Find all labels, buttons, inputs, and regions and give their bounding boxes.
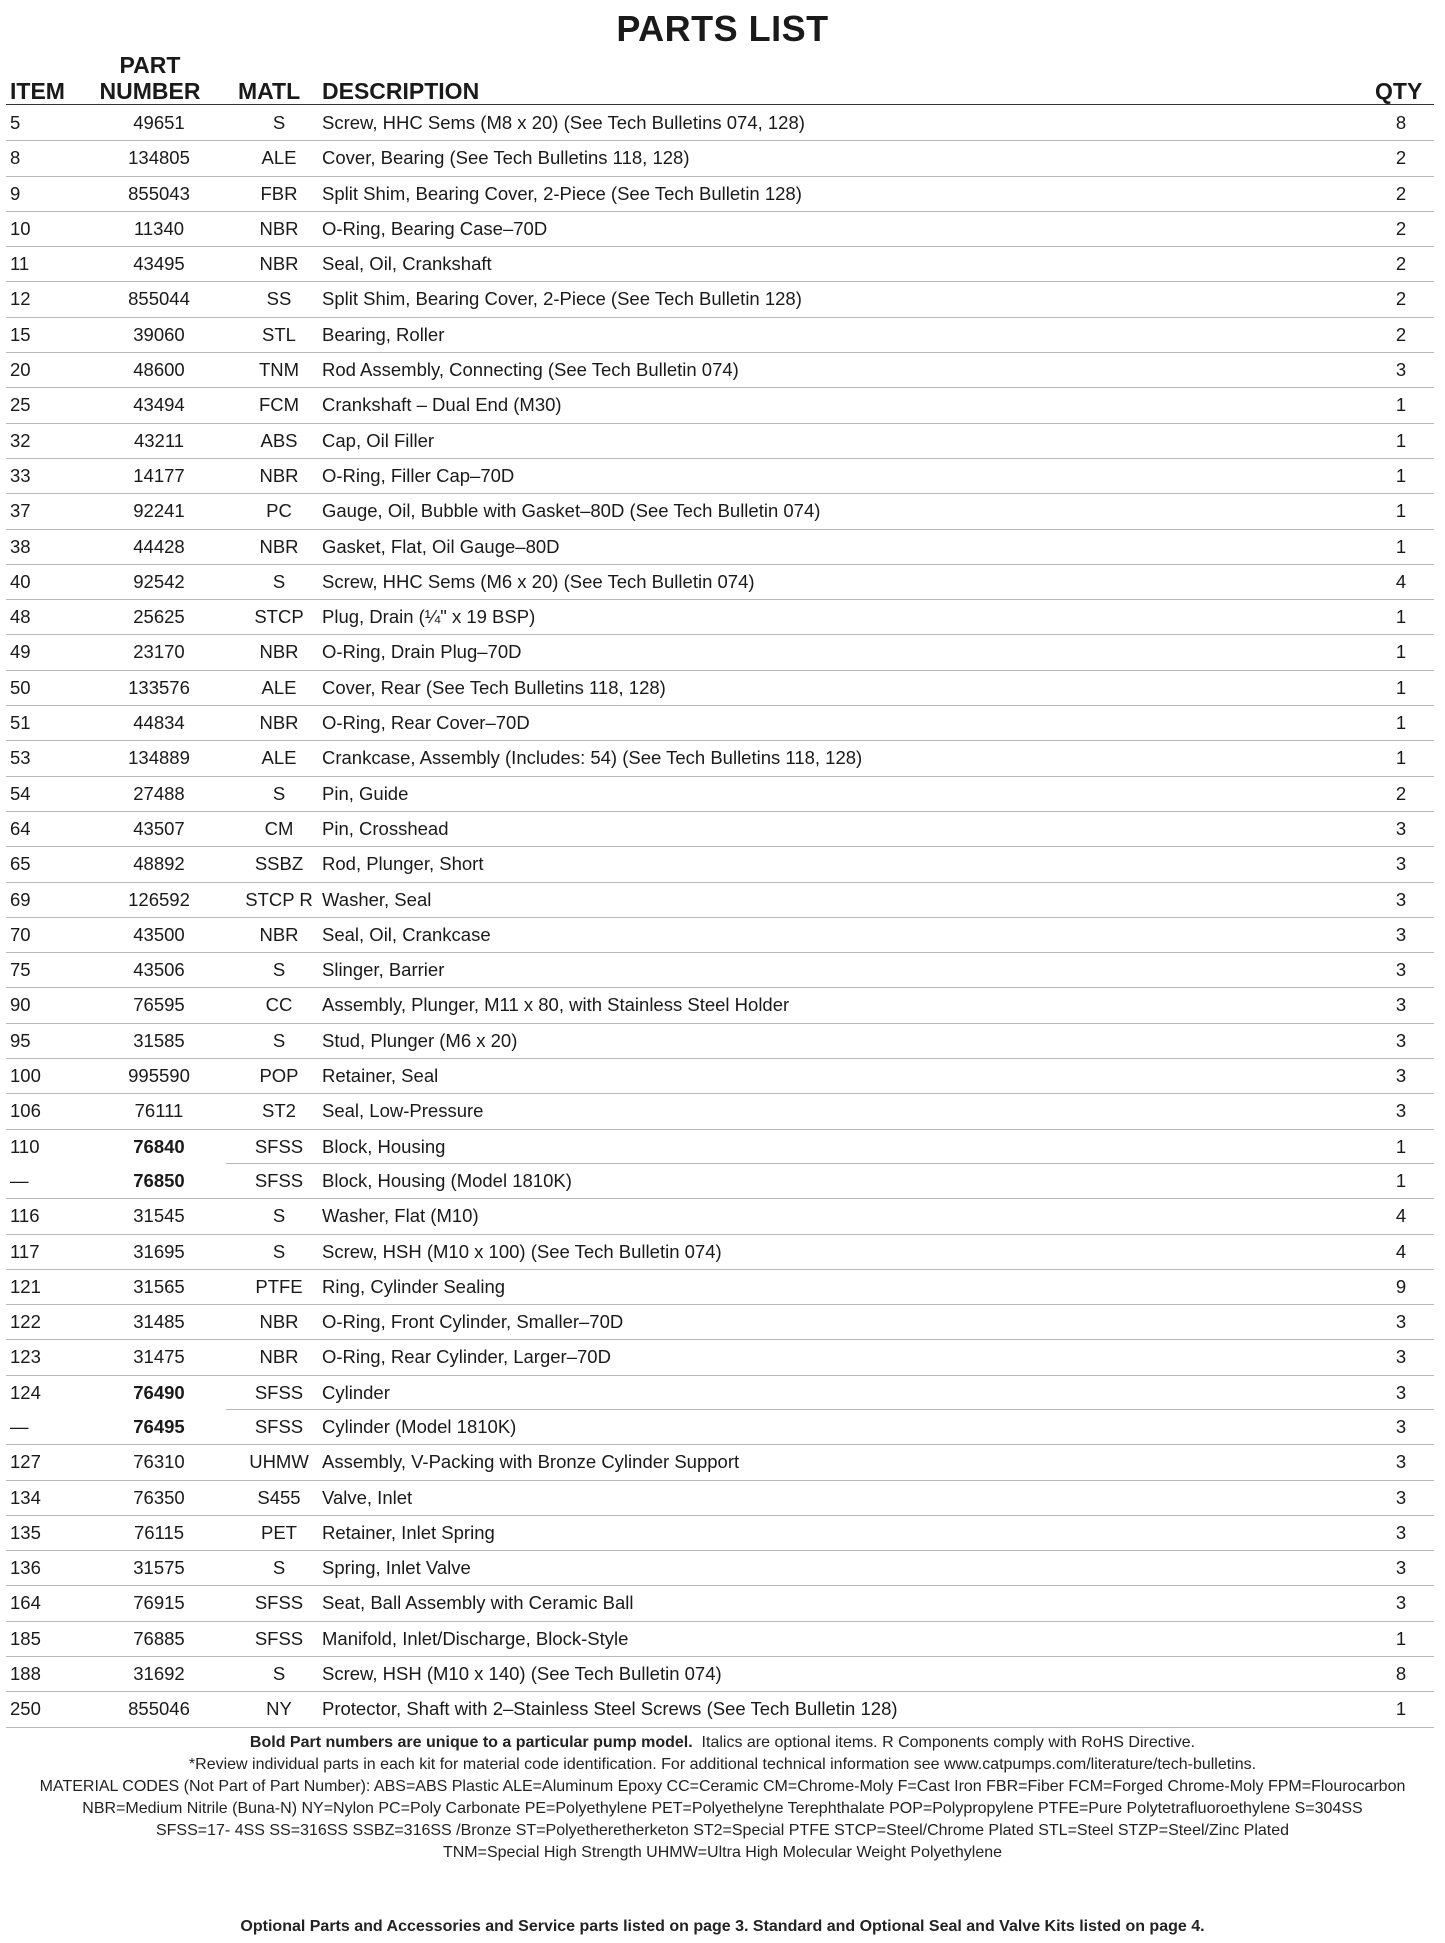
cell-description: Slinger, Barrier <box>322 959 445 981</box>
cell-qty: 3 <box>1395 1381 1407 1403</box>
cell-qty: 3 <box>1395 1346 1407 1368</box>
cell-matl: POP <box>259 1065 299 1087</box>
cell-qty: 3 <box>1395 359 1407 381</box>
cell-part-number: 31692 <box>133 1663 185 1685</box>
cell-qty: 3 <box>1395 1521 1407 1543</box>
header-description: DESCRIPTION <box>322 78 480 104</box>
cell-qty: 3 <box>1395 1029 1407 1051</box>
cell-qty: 1 <box>1395 1698 1407 1720</box>
table-row <box>6 353 1434 388</box>
table-row <box>6 282 1434 317</box>
cell-item: 53 <box>10 747 31 769</box>
cell-part-number: 76595 <box>133 994 185 1016</box>
cell-matl: S <box>272 959 286 981</box>
table-row <box>6 635 1434 670</box>
cell-item: 185 <box>10 1627 41 1649</box>
cell-part-number: 43211 <box>133 429 185 451</box>
cell-matl: S <box>272 782 286 804</box>
header-part-number <box>90 52 210 104</box>
cell-qty: 4 <box>1395 1240 1407 1262</box>
table-row <box>6 1445 1434 1480</box>
header-matl: MATL <box>238 78 301 104</box>
cell-description: Gasket, Flat, Oil Gauge–80D <box>322 535 560 557</box>
table-row <box>6 1199 1434 1234</box>
cell-item: 95 <box>10 1029 31 1051</box>
table-row <box>6 847 1434 882</box>
table-row <box>6 530 1434 565</box>
cell-item: 121 <box>10 1275 41 1297</box>
cell-item: 90 <box>10 994 31 1016</box>
cell-item: 64 <box>10 817 31 839</box>
cell-item: 136 <box>10 1557 41 1579</box>
cell-item: 49 <box>10 641 31 663</box>
cell-matl: SFSS <box>254 1135 304 1157</box>
cell-part-number: 11340 <box>133 217 185 239</box>
table-row <box>6 1657 1434 1692</box>
cell-matl: SS <box>266 288 292 310</box>
material-codes-line-2: NBR=Medium Nitrile (Buna-N) NY=Nylon PC=Poly Carbonate PE=Polyethylene PET=Polyethelyne Terephthalate POP=Polypropylene PTFE=Pure Polytetrafluoroethylene S=304SS <box>82 1800 1363 1817</box>
cell-item: 70 <box>10 923 31 945</box>
cell-item: 38 <box>10 535 31 557</box>
cell-matl: S <box>272 1029 286 1051</box>
cell-description: Seat, Ball Assembly with Ceramic Ball <box>322 1592 634 1614</box>
table-row <box>6 1305 1434 1340</box>
cell-part-number: 27488 <box>133 782 185 804</box>
cell-description: Washer, Seal <box>322 888 432 910</box>
cell-part-number: 92241 <box>133 500 185 522</box>
cell-part-number: 76115 <box>133 1521 185 1543</box>
cell-description: O-Ring, Front Cylinder, Smaller–70D <box>322 1311 624 1333</box>
cell-item: 116 <box>10 1205 40 1227</box>
table-row <box>6 1692 1434 1727</box>
cell-qty: 1 <box>1395 1135 1407 1157</box>
cell-part-number: 855046 <box>128 1698 190 1720</box>
cell-description: Seal, Oil, Crankshaft <box>322 253 492 275</box>
cell-description: Pin, Guide <box>322 782 409 804</box>
table-row <box>6 988 1434 1023</box>
cell-item: 127 <box>10 1451 41 1473</box>
cell-item: 51 <box>10 712 31 734</box>
table-row <box>6 953 1434 988</box>
cell-matl: SFSS <box>254 1381 304 1403</box>
cell-item: 25 <box>10 394 31 416</box>
cell-item: 122 <box>10 1311 41 1333</box>
cell-qty: 2 <box>1395 182 1407 204</box>
cell-matl: FCM <box>258 394 300 416</box>
cell-matl: SFSS <box>254 1627 304 1649</box>
cell-part-number: 43506 <box>133 959 185 981</box>
cell-description: O-Ring, Rear Cylinder, Larger–70D <box>322 1346 611 1368</box>
cell-description: Seal, Low-Pressure <box>322 1100 484 1122</box>
table-row <box>6 494 1434 529</box>
cell-qty: 3 <box>1395 1311 1407 1333</box>
cell-matl: S <box>272 1557 286 1579</box>
cell-part-number: 855043 <box>128 182 190 204</box>
cell-qty: 3 <box>1395 923 1407 945</box>
cell-item: — <box>10 1415 29 1437</box>
cell-part-number: 855044 <box>128 288 190 310</box>
cell-description: Ring, Cylinder Sealing <box>322 1275 506 1297</box>
cell-matl: NBR <box>259 253 299 275</box>
cell-part-number: 76840 <box>133 1135 185 1157</box>
table-row <box>6 1481 1434 1516</box>
cell-part-number: 76885 <box>133 1627 185 1649</box>
cell-description: Cap, Oil Filler <box>322 429 435 451</box>
cell-qty: 9 <box>1395 1275 1407 1297</box>
cell-description: O-Ring, Bearing Case–70D <box>322 217 548 239</box>
cell-matl: ALE <box>261 147 297 169</box>
cell-matl: FBR <box>260 182 298 204</box>
cell-qty: 1 <box>1395 712 1407 734</box>
table-row <box>6 671 1434 706</box>
cell-part-number: 76850 <box>133 1169 185 1191</box>
cell-description: Cover, Bearing (See Tech Bulletins 118, 128) <box>322 147 690 169</box>
cell-item: 124 <box>10 1381 41 1403</box>
cell-description: Cylinder <box>322 1381 390 1403</box>
cell-qty: 3 <box>1395 1100 1407 1122</box>
cell-description: Rod, Plunger, Short <box>322 853 484 875</box>
table-row <box>6 459 1434 494</box>
table-row <box>6 1340 1434 1375</box>
cell-description: Retainer, Seal <box>322 1065 439 1087</box>
cell-description: Retainer, Inlet Spring <box>322 1521 495 1543</box>
table-row <box>6 106 1434 141</box>
cell-qty: 3 <box>1395 853 1407 875</box>
cell-matl: CM <box>264 817 294 839</box>
cell-part-number: 25625 <box>133 606 185 628</box>
cell-qty: 4 <box>1395 570 1407 592</box>
cell-qty: 1 <box>1395 1169 1407 1191</box>
cell-matl: S <box>272 570 286 592</box>
cell-item: 40 <box>10 570 31 592</box>
cell-item: 8 <box>10 147 21 169</box>
cell-matl: SSBZ <box>254 853 304 875</box>
cell-item: 9 <box>10 182 21 204</box>
cell-description: Stud, Plunger (M6 x 20) <box>322 1029 518 1051</box>
cell-description: Assembly, Plunger, M11 x 80, with Stainless Steel Holder <box>322 994 790 1016</box>
cell-description: Pin, Crosshead <box>322 817 449 839</box>
header-divider <box>6 104 1434 105</box>
table-row <box>6 812 1434 847</box>
cell-description: Crankcase, Assembly (Includes: 54) (See Tech Bulletins 118, 128) <box>322 747 863 769</box>
cell-part-number: 76310 <box>133 1451 185 1473</box>
cell-item: 12 <box>10 288 31 310</box>
cell-item: 33 <box>10 464 31 486</box>
table-row <box>6 741 1434 776</box>
table-row <box>6 1130 1434 1164</box>
table-row <box>6 212 1434 247</box>
cell-item: 106 <box>10 1100 41 1122</box>
cell-matl: STCP R <box>245 888 313 910</box>
cell-part-number: 76495 <box>133 1415 185 1437</box>
table-row <box>6 388 1434 423</box>
cell-description: Assembly, V-Packing with Bronze Cylinder Support <box>322 1451 740 1473</box>
cell-qty: 1 <box>1395 641 1407 663</box>
cell-description: O-Ring, Drain Plug–70D <box>322 641 522 663</box>
cell-qty: 2 <box>1395 782 1407 804</box>
cell-description: O-Ring, Filler Cap–70D <box>322 464 515 486</box>
table-row <box>6 177 1434 212</box>
table-row <box>6 777 1434 812</box>
material-codes-line-3: SFSS=17- 4SS SS=316SS SSBZ=316SS /Bronze ST=Polyetheretherketon ST2=Special PTFE STCP=Steel/Chrome Plated STL=Steel STZP=Steel/Zinc Plated <box>155 1822 1290 1839</box>
cell-matl: ST2 <box>262 1100 296 1122</box>
cell-description: Block, Housing <box>322 1135 446 1157</box>
table-row <box>6 1164 1434 1199</box>
notes-line-2: *Review individual parts in each kit for material code identification. For additional technical information see www.catpumps.com/literature/tech-bulletins. <box>188 1756 1257 1773</box>
cell-item: 117 <box>10 1240 40 1262</box>
cell-description: Plug, Drain (¼" x 19 BSP) <box>322 606 536 628</box>
table-row <box>6 318 1434 353</box>
cell-matl: STCP <box>254 606 304 628</box>
cell-qty: 3 <box>1395 1486 1407 1508</box>
cell-item: 110 <box>10 1135 40 1157</box>
header-part-line1: PART <box>119 52 181 78</box>
cell-description: Valve, Inlet <box>322 1486 413 1508</box>
cell-qty: 1 <box>1395 464 1407 486</box>
cell-description: Screw, HHC Sems (M6 x 20) (See Tech Bulletin 074) <box>322 570 755 592</box>
cell-item: 48 <box>10 606 31 628</box>
cell-item: — <box>10 1169 29 1191</box>
cell-matl: NBR <box>259 641 299 663</box>
cell-item: 65 <box>10 853 31 875</box>
cell-item: 123 <box>10 1346 41 1368</box>
cell-matl: STL <box>262 323 296 345</box>
cell-matl: SFSS <box>254 1415 304 1437</box>
cell-matl: S <box>272 112 286 133</box>
cell-qty: 3 <box>1395 817 1407 839</box>
cell-qty: 1 <box>1395 535 1407 557</box>
cell-qty: 1 <box>1395 429 1407 451</box>
cell-part-number: 43495 <box>133 253 185 275</box>
footer-note: Optional Parts and Accessories and Service parts listed on page 3. Standard and Optional Seal and Valve Kits listed on page 4. <box>240 1918 1205 1935</box>
material-codes-line-4: TNM=Special High Strength UHMW=Ultra High Molecular Weight Polyethylene <box>442 1844 1003 1861</box>
cell-matl: S <box>272 1663 286 1685</box>
cell-qty: 2 <box>1395 147 1407 169</box>
cell-qty: 1 <box>1395 747 1407 769</box>
cell-part-number: 31575 <box>133 1557 185 1579</box>
table-row <box>6 247 1434 282</box>
cell-part-number: 31585 <box>133 1029 185 1051</box>
cell-description: Block, Housing (Model 1810K) <box>322 1169 572 1191</box>
cell-description: Cylinder (Model 1810K) <box>322 1415 517 1437</box>
table-row <box>6 1622 1434 1657</box>
cell-part-number: 31545 <box>133 1205 185 1227</box>
table-row <box>6 1270 1434 1305</box>
cell-part-number: 31475 <box>133 1346 185 1368</box>
cell-part-number: 126592 <box>128 888 190 910</box>
cell-qty: 1 <box>1395 394 1407 416</box>
cell-item: 135 <box>10 1521 41 1543</box>
header-qty: QTY <box>1375 78 1423 104</box>
cell-item: 100 <box>10 1065 41 1087</box>
header-item: ITEM <box>10 78 65 104</box>
cell-part-number: 48892 <box>133 853 185 875</box>
cell-description: Washer, Flat (M10) <box>322 1205 479 1227</box>
table-row <box>6 424 1434 459</box>
cell-description: Cover, Rear (See Tech Bulletins 118, 128) <box>322 676 666 698</box>
cell-part-number: 23170 <box>133 641 185 663</box>
cell-part-number: 39060 <box>133 323 185 345</box>
bold-note: Bold Part numbers are unique to a particular pump model. <box>249 1734 693 1751</box>
cell-part-number: 44428 <box>133 535 185 557</box>
cell-part-number: 133576 <box>128 676 190 698</box>
cell-part-number: 76350 <box>133 1486 185 1508</box>
cell-matl: TNM <box>258 359 300 381</box>
cell-matl: NBR <box>259 217 299 239</box>
cell-description: Manifold, Inlet/Discharge, Block-Style <box>322 1627 629 1649</box>
cell-matl: NBR <box>259 1311 299 1333</box>
cell-qty: 8 <box>1395 1663 1407 1685</box>
cell-part-number: 995590 <box>128 1065 190 1087</box>
table-row <box>6 1586 1434 1621</box>
cell-qty: 4 <box>1395 1205 1407 1227</box>
cell-item: 15 <box>10 323 31 345</box>
table-row <box>6 1094 1434 1129</box>
cell-qty: 3 <box>1395 994 1407 1016</box>
cell-qty: 3 <box>1395 959 1407 981</box>
cell-matl: ABS <box>260 429 298 451</box>
cell-matl: SFSS <box>254 1169 304 1191</box>
cell-description: Gauge, Oil, Bubble with Gasket–80D (See Tech Bulletin 074) <box>322 500 821 522</box>
cell-item: 50 <box>10 676 31 698</box>
cell-item: 69 <box>10 888 31 910</box>
cell-description: Screw, HHC Sems (M8 x 20) (See Tech Bulletins 074, 128) <box>322 112 805 133</box>
cell-matl: NBR <box>259 712 299 734</box>
cell-matl: ALE <box>261 676 297 698</box>
cell-qty: 1 <box>1395 606 1407 628</box>
cell-description: Screw, HSH (M10 x 100) (See Tech Bulletin 074) <box>322 1240 722 1262</box>
cell-part-number: 44834 <box>133 712 185 734</box>
table-row <box>6 706 1434 741</box>
cell-matl: ALE <box>261 747 297 769</box>
cell-qty: 3 <box>1395 888 1407 910</box>
cell-matl: SFSS <box>254 1592 304 1614</box>
parts-table <box>6 106 1434 1728</box>
cell-description: Split Shim, Bearing Cover, 2-Piece (See Tech Bulletin 128) <box>322 182 802 204</box>
cell-item: 134 <box>10 1486 41 1508</box>
cell-item: 20 <box>10 359 31 381</box>
cell-description: Rod Assembly, Connecting (See Tech Bulletin 074) <box>322 359 739 381</box>
table-row <box>6 1551 1434 1586</box>
cell-part-number: 92542 <box>133 570 185 592</box>
cell-qty: 3 <box>1395 1415 1407 1437</box>
cell-description: Bearing, Roller <box>322 323 445 345</box>
cell-item: 54 <box>10 782 31 804</box>
cell-qty: 3 <box>1395 1592 1407 1614</box>
cell-part-number: 76490 <box>133 1381 185 1403</box>
cell-qty: 1 <box>1395 676 1407 698</box>
cell-qty: 2 <box>1395 323 1407 345</box>
page-title: PARTS LIST <box>616 8 829 49</box>
table-row <box>6 141 1434 176</box>
cell-description: Seal, Oil, Crankcase <box>322 923 491 945</box>
cell-matl: NBR <box>259 923 299 945</box>
table-row <box>6 918 1434 953</box>
cell-qty: 3 <box>1395 1065 1407 1087</box>
table-row <box>6 1410 1434 1445</box>
table-row <box>6 1376 1434 1410</box>
cell-description: Screw, HSH (M10 x 140) (See Tech Bulletin 074) <box>322 1663 722 1685</box>
cell-part-number: 76915 <box>133 1592 185 1614</box>
cell-qty: 2 <box>1395 288 1407 310</box>
cell-description: Crankshaft – Dual End (M30) <box>322 394 562 416</box>
table-row <box>6 883 1434 918</box>
notes-line-1 <box>0 1732 1445 1754</box>
notes <box>0 1732 1445 1864</box>
cell-description: Split Shim, Bearing Cover, 2-Piece (See Tech Bulletin 128) <box>322 288 802 310</box>
cell-description: Protector, Shaft with 2–Stainless Steel Screws (See Tech Bulletin 128) <box>322 1698 898 1720</box>
table-row <box>6 1059 1434 1094</box>
cell-description: O-Ring, Rear Cover–70D <box>322 712 530 734</box>
cell-matl: UHMW <box>249 1451 309 1473</box>
table-row <box>6 1516 1434 1551</box>
cell-part-number: 134805 <box>128 147 190 169</box>
cell-item: 250 <box>10 1698 41 1720</box>
table-row <box>6 600 1434 635</box>
cell-matl: S455 <box>257 1486 301 1508</box>
cell-item: 75 <box>10 959 31 981</box>
cell-qty: 8 <box>1395 112 1407 133</box>
cell-part-number: 48600 <box>133 359 185 381</box>
cell-item: 11 <box>10 253 30 275</box>
cell-part-number: 76111 <box>134 1100 184 1122</box>
cell-part-number: 31565 <box>133 1275 185 1297</box>
cell-qty: 1 <box>1395 500 1407 522</box>
cell-matl: CC <box>265 994 293 1016</box>
cell-part-number: 14177 <box>133 464 185 486</box>
cell-qty: 3 <box>1395 1557 1407 1579</box>
cell-matl: NBR <box>259 535 299 557</box>
cell-qty: 1 <box>1395 1627 1407 1649</box>
cell-part-number: 43507 <box>133 817 185 839</box>
cell-part-number: 43494 <box>133 394 185 416</box>
cell-matl: S <box>272 1205 286 1227</box>
cell-qty: 2 <box>1395 253 1407 275</box>
cell-item: 164 <box>10 1592 41 1614</box>
cell-matl: PC <box>266 500 292 522</box>
cell-matl: PTFE <box>255 1275 303 1297</box>
header-part-line2: NUMBER <box>99 78 201 104</box>
cell-description: Spring, Inlet Valve <box>322 1557 471 1579</box>
cell-item: 5 <box>10 112 21 133</box>
table-row <box>6 1235 1434 1270</box>
cell-matl: S <box>272 1240 286 1262</box>
cell-item: 37 <box>10 500 31 522</box>
table-row <box>6 1024 1434 1059</box>
cell-matl: NBR <box>259 1346 299 1368</box>
cell-matl: NBR <box>259 464 299 486</box>
notes-line-1-rest: Italics are optional items. R Components comply with RoHS Directive. <box>701 1734 1196 1751</box>
cell-part-number: 49651 <box>133 112 185 133</box>
cell-matl: NY <box>266 1698 292 1720</box>
cell-part-number: 31695 <box>133 1240 185 1262</box>
table-row <box>6 565 1434 600</box>
material-codes-line-1: MATERIAL CODES (Not Part of Part Number): ABS=ABS Plastic ALE=Aluminum Epoxy CC=Ceramic CM=Chrome-Moly F=Cast Iron FBR=Fiber FCM=Forged Chrome-Moly FPM=Flourocarbon <box>39 1778 1406 1795</box>
cell-item: 10 <box>10 217 31 239</box>
cell-part-number: 43500 <box>133 923 185 945</box>
cell-matl: PET <box>261 1521 297 1543</box>
cell-item: 188 <box>10 1663 41 1685</box>
cell-qty: 3 <box>1395 1451 1407 1473</box>
cell-part-number: 134889 <box>128 747 190 769</box>
cell-qty: 2 <box>1395 217 1407 239</box>
cell-part-number: 31485 <box>133 1311 185 1333</box>
cell-item: 32 <box>10 429 31 451</box>
